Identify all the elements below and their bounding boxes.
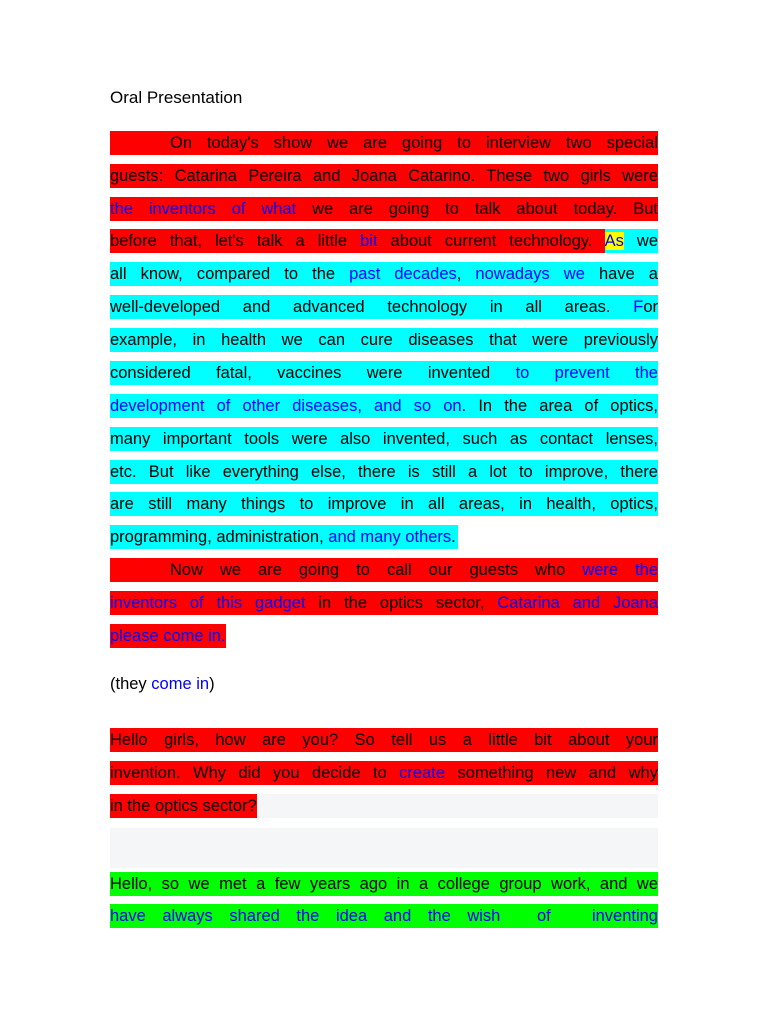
text-span: in the optics sector, [305, 594, 498, 612]
text-span: invention. Why did you decide to [110, 764, 400, 782]
highlighted-span: create [399, 764, 446, 782]
text-span: we [623, 232, 659, 250]
text-span: Hello girls, how are you? So tell us a little bit about your [110, 731, 658, 749]
highlighted-span: inventing [591, 907, 658, 925]
text-span: have a [584, 265, 658, 283]
text-span: or [643, 298, 658, 316]
text-line [110, 904, 658, 928]
text-line [110, 197, 658, 221]
text-span: . In the area of optics, [461, 397, 658, 415]
highlighted-span: to prevent the [515, 364, 658, 382]
highlighted-span: have always shared the idea and the wish [110, 907, 501, 925]
text-span: example, in health we can cure diseases that were previously [110, 331, 658, 349]
text-line [110, 229, 658, 253]
text-span: programming, administration, [110, 528, 329, 546]
highlighted-span: Catarina and Joana [497, 594, 658, 612]
highlighted-span: the inventors of what [110, 200, 297, 218]
text-line [110, 164, 658, 188]
highlighted-span: come in [151, 675, 210, 693]
text-span: all know, compared to the [110, 265, 350, 283]
text-span: considered fatal, vaccines were invented [110, 364, 516, 382]
text-line [110, 492, 658, 516]
highlighted-span: inventors of this gadget [110, 594, 306, 612]
text-line [110, 131, 658, 155]
text-span: Now we are going to call our guests who [170, 561, 583, 579]
text-span: , [456, 265, 476, 283]
text-line [110, 872, 658, 896]
text-span: many important tools were also invented, such as contact lenses, [110, 430, 658, 448]
text-span: . [451, 528, 456, 546]
text-span: guests: Catarina Pereira and Joana Catarino. These two girls were [110, 167, 658, 185]
highlighted-span: and many others [328, 528, 452, 546]
highlighted-span: nowadays we [475, 265, 585, 283]
highlighted-span: were the [582, 561, 659, 579]
text-line [110, 624, 226, 648]
text-line [110, 761, 658, 785]
text-line [110, 295, 658, 319]
highlighted-span: of [537, 907, 551, 925]
text-line [110, 591, 658, 615]
document-title: Oral Presentation [110, 88, 243, 107]
text-span: (they [110, 675, 152, 693]
text-line [110, 262, 658, 286]
text-span: in the optics sector? [110, 797, 257, 815]
highlighted-span: past decades [349, 265, 457, 283]
text-span: we are going to talk about today. But [296, 200, 658, 218]
text-span: before that, let's talk a little [110, 232, 361, 250]
highlighted-span: bit [360, 232, 378, 250]
text-line [110, 525, 458, 549]
text-span: etc. But like everything else, there is still a lot to improve, there [110, 463, 658, 481]
text-span: are still many things to improve in all areas, in health, optics, [110, 495, 658, 513]
text-span: about current technology. [377, 232, 605, 250]
shaded-block [110, 828, 658, 868]
text-line [110, 728, 658, 752]
text-line [110, 394, 658, 418]
highlighted-span: development of other diseases, and so on [110, 397, 462, 415]
text-span: Hello, so we met a few years ago in a college group work, and we [110, 875, 658, 893]
highlighted-span: please come in. [110, 627, 226, 645]
text-line [110, 427, 658, 451]
text-span: ) [209, 675, 215, 693]
text-line [110, 460, 658, 484]
stage-direction [110, 672, 215, 696]
text-line [110, 558, 658, 582]
text-span: well-developed and advanced technology in all areas. [110, 298, 634, 316]
text-span: something new and why [445, 764, 658, 782]
text-line [110, 361, 658, 385]
text-line [110, 328, 658, 352]
text-span: On today's show we are going to interview two special [170, 134, 658, 152]
text-line [110, 794, 257, 818]
highlighted-span: F [633, 298, 644, 316]
highlighted-span: As [604, 232, 624, 250]
